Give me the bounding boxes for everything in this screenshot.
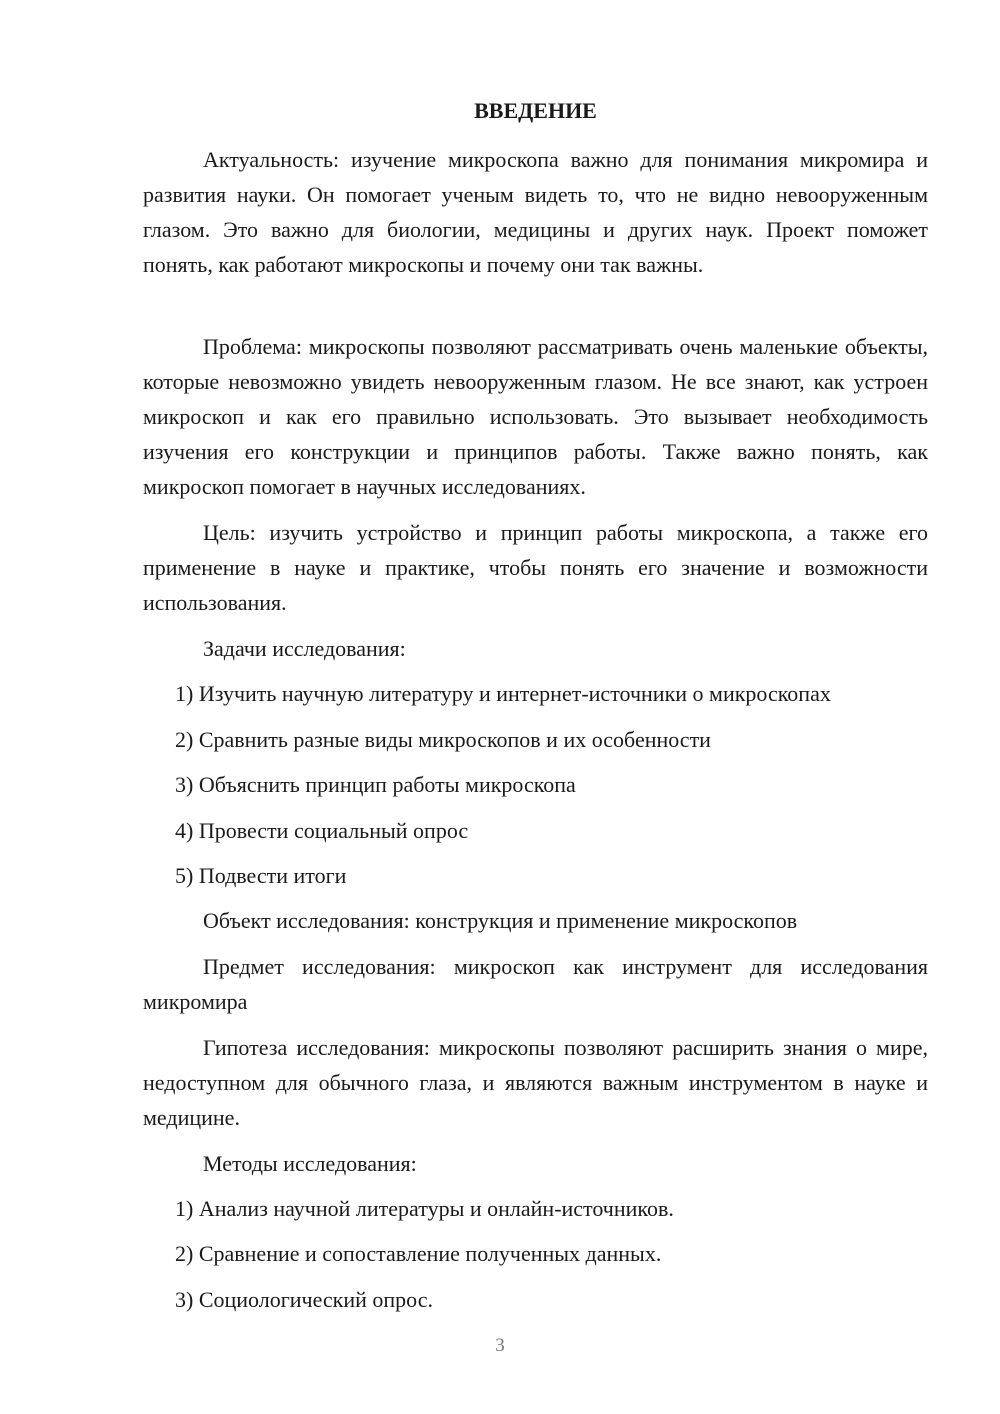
list-item: 1) Изучить научную литературу и интернет-источники о микроскопах bbox=[175, 681, 831, 706]
list-item: 3) Социологический опрос. bbox=[175, 1287, 433, 1312]
page-number: 3 bbox=[495, 1335, 505, 1356]
list-item: 5) Подвести итоги bbox=[175, 863, 347, 888]
subject-paragraph: Предмет исследования: микроскоп как инструмент для исследования микромира bbox=[143, 954, 928, 1014]
page-title: ВВЕДЕНИЕ bbox=[474, 98, 597, 123]
goal-paragraph: Цель: изучить устройство и принцип работы микроскопа, а также его применение в науке и практике, чтобы понять его значение и возможности использования. bbox=[143, 520, 928, 615]
problem-paragraph: Проблема: микроскопы позволяют рассматривать очень маленькие объекты, которые невозможно увидеть невооруженным глазом. Не все знают, как устроен микроскоп и как его правильно использовать. Это вызывает необходимость изучения его конструкции и принципов работы. Также важно понять, как микроскоп помогает в научных исследованиях. bbox=[143, 334, 928, 499]
list-item: 2) Сравнить разные виды микроскопов и их особенности bbox=[175, 727, 711, 752]
document-page bbox=[143, 0, 928, 1414]
list-item: 2) Сравнение и сопоставление полученных данных. bbox=[175, 1241, 662, 1266]
list-item: 4) Провести социальный опрос bbox=[175, 818, 469, 843]
list-item: 1) Анализ научной литературы и онлайн-источников. bbox=[175, 1196, 674, 1221]
list-item: 3) Объяснить принцип работы микроскопа bbox=[175, 772, 576, 797]
object-paragraph: Объект исследования: конструкция и применение микроскопов bbox=[203, 908, 798, 933]
hypothesis-paragraph: Гипотеза исследования: микроскопы позволяют расширить знания о мире, недоступном для обычного глаза, и являются важным инструментом в науке и медицине. bbox=[143, 1035, 928, 1130]
relevance-paragraph: Актуальность: изучение микроскопа важно для понимания микромира и развития науки. Он помогает ученым видеть то, что не видно невооруженным глазом. Это важно для биологии, медицины и других наук. Проект поможет понять, как работают микроскопы и почему они так важны. bbox=[143, 147, 928, 277]
methods-heading: Методы исследования: bbox=[203, 1151, 417, 1176]
tasks-heading: Задачи исследования: bbox=[203, 636, 406, 661]
